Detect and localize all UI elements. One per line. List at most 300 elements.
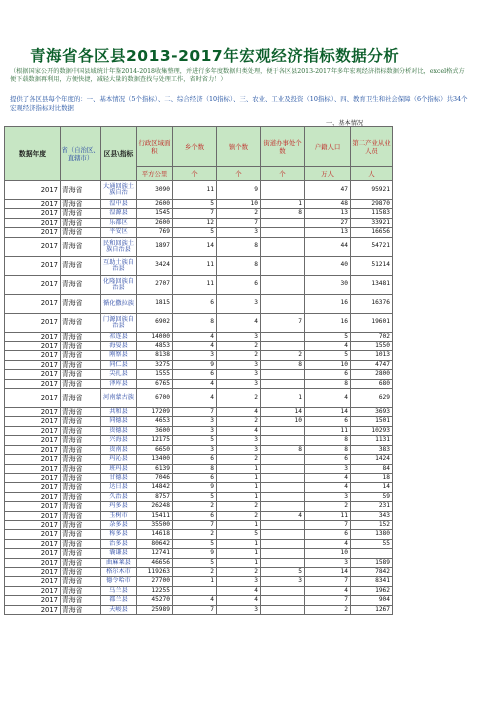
cell-secondary-workers: 16376 — [351, 294, 393, 313]
cell-towns: 3 — [217, 370, 261, 379]
cell-population: 16 — [305, 294, 351, 313]
cell-year: 2017 — [5, 294, 61, 313]
cell-year: 2017 — [5, 342, 61, 351]
cell-population: 4 — [305, 389, 351, 408]
cell-townships: 3 — [173, 351, 217, 360]
cell-population: 8 — [305, 379, 351, 388]
cell-county: 杂多县 — [101, 520, 137, 529]
cell-towns: 6 — [217, 275, 261, 294]
cell-townships: 6 — [173, 294, 217, 313]
cell-year: 2017 — [5, 558, 61, 567]
cell-year: 2017 — [5, 256, 61, 275]
cell-subdistricts — [261, 436, 305, 445]
cell-province: 青海省 — [61, 605, 101, 614]
cell-county: 刚察县 — [101, 351, 137, 360]
cell-towns: 3 — [217, 360, 261, 369]
cell-county: 贵南县 — [101, 445, 137, 454]
cell-secondary-workers: 8341 — [351, 577, 393, 586]
cell-area: 46656 — [137, 558, 173, 567]
cell-population: 4 — [305, 473, 351, 482]
cell-subdistricts: 4 — [261, 511, 305, 520]
table-row — [5, 436, 393, 445]
cell-towns: 4 — [217, 313, 261, 332]
cell-province: 青海省 — [61, 530, 101, 539]
cell-population: 47 — [305, 181, 351, 200]
cell-area: 6650 — [137, 445, 173, 454]
cell-secondary-workers: 16656 — [351, 228, 393, 237]
cell-townships: 7 — [173, 520, 217, 529]
cell-townships: 6 — [173, 511, 217, 520]
cell-year: 2017 — [5, 209, 61, 218]
cell-subdistricts — [261, 256, 305, 275]
cell-province: 青海省 — [61, 237, 101, 256]
cell-area: 4653 — [137, 417, 173, 426]
cell-population: 4 — [305, 539, 351, 548]
cell-population: 7 — [305, 596, 351, 605]
cell-townships: 4 — [173, 379, 217, 388]
cell-townships: 11 — [173, 275, 217, 294]
cell-area: 12741 — [137, 549, 173, 558]
cell-secondary-workers: 1501 — [351, 417, 393, 426]
cell-area: 80642 — [137, 539, 173, 548]
cell-secondary-workers: 7842 — [351, 567, 393, 576]
cell-province: 青海省 — [61, 256, 101, 275]
cell-county: 民和回族土族自治县 — [101, 237, 137, 256]
cell-county: 同德县 — [101, 417, 137, 426]
header-area: 行政区域面积 — [137, 127, 173, 167]
cell-population: 6 — [305, 417, 351, 426]
cell-subdistricts: 10 — [261, 417, 305, 426]
cell-population: 11 — [305, 511, 351, 520]
cell-towns: 9 — [217, 181, 261, 200]
cell-year: 2017 — [5, 313, 61, 332]
cell-year: 2017 — [5, 455, 61, 464]
table-row — [5, 455, 393, 464]
cell-secondary-workers: 54721 — [351, 237, 393, 256]
cell-county: 班玛县 — [101, 464, 137, 473]
cell-population: 27 — [305, 218, 351, 227]
cell-year: 2017 — [5, 539, 61, 548]
cell-towns: 3 — [217, 379, 261, 388]
cell-province: 青海省 — [61, 370, 101, 379]
cell-province: 青海省 — [61, 426, 101, 435]
cell-secondary-workers: 680 — [351, 379, 393, 388]
cell-towns: 1 — [217, 549, 261, 558]
cell-county: 泽库县 — [101, 379, 137, 388]
cell-secondary-workers: 1013 — [351, 351, 393, 360]
cell-year: 2017 — [5, 237, 61, 256]
cell-secondary-workers: 13481 — [351, 275, 393, 294]
cell-county: 玉树市 — [101, 511, 137, 520]
cell-area: 14842 — [137, 483, 173, 492]
cell-province: 青海省 — [61, 483, 101, 492]
table-row — [5, 558, 393, 567]
cell-secondary-workers: 51214 — [351, 256, 393, 275]
cell-area: 119263 — [137, 567, 173, 576]
cell-year: 2017 — [5, 464, 61, 473]
cell-county: 玛沁县 — [101, 455, 137, 464]
cell-area: 12255 — [137, 586, 173, 595]
cell-towns: 2 — [217, 389, 261, 408]
cell-population: 8 — [305, 436, 351, 445]
cell-province: 青海省 — [61, 408, 101, 417]
cell-year: 2017 — [5, 530, 61, 539]
cell-province: 青海省 — [61, 445, 101, 454]
cell-subdistricts — [261, 379, 305, 388]
cell-year: 2017 — [5, 586, 61, 595]
unit-area: 平方公里 — [137, 167, 173, 181]
cell-area: 13400 — [137, 455, 173, 464]
cell-population: 2 — [305, 605, 351, 614]
table-row — [5, 445, 393, 454]
cell-secondary-workers: 29870 — [351, 200, 393, 209]
cell-area: 45270 — [137, 596, 173, 605]
cell-secondary-workers: 1962 — [351, 586, 393, 595]
cell-province: 青海省 — [61, 351, 101, 360]
cell-area: 2600 — [137, 218, 173, 227]
cell-towns: 1 — [217, 520, 261, 529]
cell-area: 6139 — [137, 464, 173, 473]
cell-population: 30 — [305, 275, 351, 294]
cell-townships: 5 — [173, 558, 217, 567]
cell-subdistricts — [261, 483, 305, 492]
cell-subdistricts — [261, 181, 305, 200]
cell-area: 25989 — [137, 605, 173, 614]
cell-townships: 7 — [173, 605, 217, 614]
cell-towns: 3 — [217, 228, 261, 237]
cell-population: 16 — [305, 313, 351, 332]
cell-subdistricts — [261, 549, 305, 558]
cell-year: 2017 — [5, 351, 61, 360]
cell-area: 1545 — [137, 209, 173, 218]
cell-subdistricts — [261, 370, 305, 379]
cell-year: 2017 — [5, 360, 61, 369]
cell-subdistricts — [261, 464, 305, 473]
table-row — [5, 473, 393, 482]
cell-townships: 2 — [173, 502, 217, 511]
cell-province: 青海省 — [61, 313, 101, 332]
table-row — [5, 228, 393, 237]
cell-year: 2017 — [5, 483, 61, 492]
cell-population: 4 — [305, 342, 351, 351]
cell-year: 2017 — [5, 436, 61, 445]
cell-secondary-workers: 1380 — [351, 530, 393, 539]
cell-secondary-workers: 3693 — [351, 408, 393, 417]
cell-county: 共和县 — [101, 408, 137, 417]
cell-year: 2017 — [5, 200, 61, 209]
cell-subdistricts — [261, 237, 305, 256]
cell-towns: 10 — [217, 200, 261, 209]
table-row — [5, 351, 393, 360]
cell-towns: 3 — [217, 294, 261, 313]
cell-subdistricts — [261, 520, 305, 529]
cell-secondary-workers: 95921 — [351, 181, 393, 200]
cell-area: 769 — [137, 228, 173, 237]
cell-year: 2017 — [5, 492, 61, 501]
table-row — [5, 567, 393, 576]
cell-year: 2017 — [5, 275, 61, 294]
cell-county: 湟源县 — [101, 209, 137, 218]
page-title: 青海省各区县2013-2017年宏观经济指标数据分析 — [30, 47, 400, 65]
cell-towns: 2 — [217, 567, 261, 576]
table-row — [5, 492, 393, 501]
cell-area: 7046 — [137, 473, 173, 482]
cell-secondary-workers: 629 — [351, 389, 393, 408]
cell-province: 青海省 — [61, 379, 101, 388]
cell-subdistricts — [261, 558, 305, 567]
cell-townships: 7 — [173, 209, 217, 218]
cell-population: 14 — [305, 567, 351, 576]
cell-secondary-workers: 19601 — [351, 313, 393, 332]
cell-towns: 1 — [217, 539, 261, 548]
cell-townships: 14 — [173, 237, 217, 256]
cell-subdistricts — [261, 228, 305, 237]
cell-population: 7 — [305, 520, 351, 529]
cell-year: 2017 — [5, 577, 61, 586]
cell-townships: 6 — [173, 370, 217, 379]
cell-secondary-workers: 59 — [351, 492, 393, 501]
cell-townships: 3 — [173, 417, 217, 426]
cell-county: 治多县 — [101, 539, 137, 548]
cell-population: 3 — [305, 558, 351, 567]
cell-area: 2707 — [137, 275, 173, 294]
cell-population: 8 — [305, 445, 351, 454]
cell-county: 甘德县 — [101, 473, 137, 482]
cell-population: 13 — [305, 228, 351, 237]
cell-towns: 2 — [217, 351, 261, 360]
cell-area: 12175 — [137, 436, 173, 445]
table-row — [5, 426, 393, 435]
cell-towns: 8 — [217, 256, 261, 275]
cell-province: 青海省 — [61, 464, 101, 473]
cell-population: 6 — [305, 455, 351, 464]
cell-province: 青海省 — [61, 360, 101, 369]
cell-subdistricts — [261, 473, 305, 482]
cell-area: 3090 — [137, 181, 173, 200]
cell-subdistricts — [261, 586, 305, 595]
cell-county: 都兰县 — [101, 596, 137, 605]
cell-county: 德令哈市 — [101, 577, 137, 586]
cell-population: 10 — [305, 549, 351, 558]
intro-description: 提供了各区县每个年度的：一、基本情况（5个指标）、二、综合经济（10指标）、三、农业、工业及投资（10指标）、四、教育卫生和社会保障（6个指标）共34个宏观经济指标对比数据 — [10, 95, 468, 112]
table-row — [5, 511, 393, 520]
cell-population: 40 — [305, 256, 351, 275]
cell-county: 乐都区 — [101, 218, 137, 227]
cell-townships: 9 — [173, 483, 217, 492]
cell-subdistricts: 5 — [261, 567, 305, 576]
cell-townships: 3 — [173, 426, 217, 435]
section-header: 一、基本情况 — [326, 120, 364, 127]
cell-towns: 3 — [217, 577, 261, 586]
cell-area: 17209 — [137, 408, 173, 417]
cell-towns: 1 — [217, 492, 261, 501]
cell-secondary-workers — [351, 549, 393, 558]
cell-towns: 4 — [217, 408, 261, 417]
cell-province: 青海省 — [61, 502, 101, 511]
table-row — [5, 502, 393, 511]
cell-towns: 2 — [217, 417, 261, 426]
cell-county: 久治县 — [101, 492, 137, 501]
cell-county: 同仁县 — [101, 360, 137, 369]
cell-area: 3275 — [137, 360, 173, 369]
cell-subdistricts: 8 — [261, 360, 305, 369]
cell-secondary-workers: 14 — [351, 483, 393, 492]
cell-county: 天峻县 — [101, 605, 137, 614]
table-row — [5, 200, 393, 209]
cell-subdistricts — [261, 596, 305, 605]
cell-subdistricts — [261, 294, 305, 313]
table-row — [5, 577, 393, 586]
cell-townships: 5 — [173, 539, 217, 548]
table-row — [5, 256, 393, 275]
cell-towns: 7 — [217, 218, 261, 227]
cell-area: 35500 — [137, 520, 173, 529]
cell-area: 1555 — [137, 370, 173, 379]
cell-province: 青海省 — [61, 558, 101, 567]
cell-secondary-workers: 1589 — [351, 558, 393, 567]
table-row — [5, 389, 393, 408]
cell-year: 2017 — [5, 445, 61, 454]
cell-county: 乌兰县 — [101, 586, 137, 595]
cell-province: 青海省 — [61, 596, 101, 605]
cell-province: 青海省 — [61, 511, 101, 520]
cell-province: 青海省 — [61, 586, 101, 595]
cell-secondary-workers: 55 — [351, 539, 393, 548]
cell-towns: 4 — [217, 596, 261, 605]
cell-townships: 5 — [173, 492, 217, 501]
cell-province: 青海省 — [61, 473, 101, 482]
cell-towns: 3 — [217, 332, 261, 341]
cell-province: 青海省 — [61, 436, 101, 445]
cell-townships: 8 — [173, 313, 217, 332]
cell-townships: 6 — [173, 455, 217, 464]
cell-towns: 1 — [217, 464, 261, 473]
cell-year: 2017 — [5, 379, 61, 388]
cell-province: 青海省 — [61, 577, 101, 586]
cell-townships: 6 — [173, 473, 217, 482]
cell-towns: 1 — [217, 558, 261, 567]
cell-population: 6 — [305, 530, 351, 539]
cell-secondary-workers: 2800 — [351, 370, 393, 379]
cell-area: 6902 — [137, 313, 173, 332]
cell-area: 6700 — [137, 389, 173, 408]
cell-province: 青海省 — [61, 228, 101, 237]
cell-townships: 9 — [173, 549, 217, 558]
cell-secondary-workers: 18 — [351, 473, 393, 482]
table-row — [5, 605, 393, 614]
cell-secondary-workers: 702 — [351, 332, 393, 341]
cell-subdistricts — [261, 492, 305, 501]
cell-population: 2 — [305, 502, 351, 511]
cell-towns: 2 — [217, 502, 261, 511]
cell-year: 2017 — [5, 228, 61, 237]
cell-population: 5 — [305, 332, 351, 341]
cell-subdistricts: 14 — [261, 408, 305, 417]
cell-subdistricts — [261, 502, 305, 511]
table-row — [5, 209, 393, 218]
cell-secondary-workers: 383 — [351, 445, 393, 454]
cell-province: 青海省 — [61, 294, 101, 313]
cell-subdistricts — [261, 455, 305, 464]
cell-area: 3600 — [137, 426, 173, 435]
cell-county: 玛多县 — [101, 502, 137, 511]
cell-subdistricts — [261, 605, 305, 614]
cell-population: 3 — [305, 464, 351, 473]
cell-subdistricts: 7 — [261, 313, 305, 332]
cell-subdistricts: 1 — [261, 389, 305, 408]
header-subdistricts: 街道办事处个数 — [261, 127, 305, 167]
cell-province: 青海省 — [61, 417, 101, 426]
cell-county: 囊谦县 — [101, 549, 137, 558]
cell-townships: 4 — [173, 596, 217, 605]
cell-area: 3424 — [137, 256, 173, 275]
cell-county: 曲麻莱县 — [101, 558, 137, 567]
cell-population: 14 — [305, 408, 351, 417]
cell-province: 青海省 — [61, 332, 101, 341]
table-body — [5, 181, 393, 615]
cell-area: 1897 — [137, 237, 173, 256]
table-row — [5, 549, 393, 558]
cell-area: 4853 — [137, 342, 173, 351]
cell-year: 2017 — [5, 549, 61, 558]
table-row — [5, 417, 393, 426]
cell-county: 河南蒙古族 — [101, 389, 137, 408]
cell-county: 格尔木市 — [101, 567, 137, 576]
cell-secondary-workers: 343 — [351, 511, 393, 520]
table-row — [5, 379, 393, 388]
unit-subdistricts: 个 — [261, 167, 305, 181]
cell-area: 1815 — [137, 294, 173, 313]
cell-county: 海晏县 — [101, 342, 137, 351]
table-row — [5, 218, 393, 227]
cell-towns: 2 — [217, 511, 261, 520]
table-row — [5, 237, 393, 256]
cell-subdistricts: 8 — [261, 445, 305, 454]
cell-townships: 5 — [173, 436, 217, 445]
table-row — [5, 539, 393, 548]
header-population: 户籍人口 — [305, 127, 351, 167]
cell-year: 2017 — [5, 332, 61, 341]
intro-note: （根据国家公开的数据中国县域统计年鉴2014-2018收集整理，并进行多年度数据归类处理，便于各区县2013-2017年多年宏观经济指标数据分析对比，excel格式方便下载数据再利用，方便快捷，减轻大量的数据查找与处理工作，省时省力！） — [10, 68, 465, 84]
cell-townships: 5 — [173, 200, 217, 209]
cell-year: 2017 — [5, 502, 61, 511]
table-row — [5, 360, 393, 369]
table-row — [5, 408, 393, 417]
cell-secondary-workers: 904 — [351, 596, 393, 605]
cell-secondary-workers: 152 — [351, 520, 393, 529]
table-row — [5, 370, 393, 379]
cell-population: 5 — [305, 351, 351, 360]
cell-townships: 1 — [173, 577, 217, 586]
cell-townships: 12 — [173, 218, 217, 227]
cell-county: 兴海县 — [101, 436, 137, 445]
cell-county: 尖扎县 — [101, 370, 137, 379]
cell-subdistricts — [261, 275, 305, 294]
cell-province: 青海省 — [61, 455, 101, 464]
unit-townships: 个 — [173, 167, 217, 181]
table-row — [5, 520, 393, 529]
table-row — [5, 586, 393, 595]
cell-year: 2017 — [5, 605, 61, 614]
cell-area: 14000 — [137, 332, 173, 341]
cell-townships: 11 — [173, 256, 217, 275]
cell-county: 祁连县 — [101, 332, 137, 341]
cell-province: 青海省 — [61, 218, 101, 227]
cell-secondary-workers: 1424 — [351, 455, 393, 464]
cell-population: 3 — [305, 492, 351, 501]
cell-townships — [173, 586, 217, 595]
cell-towns: 2 — [217, 342, 261, 351]
